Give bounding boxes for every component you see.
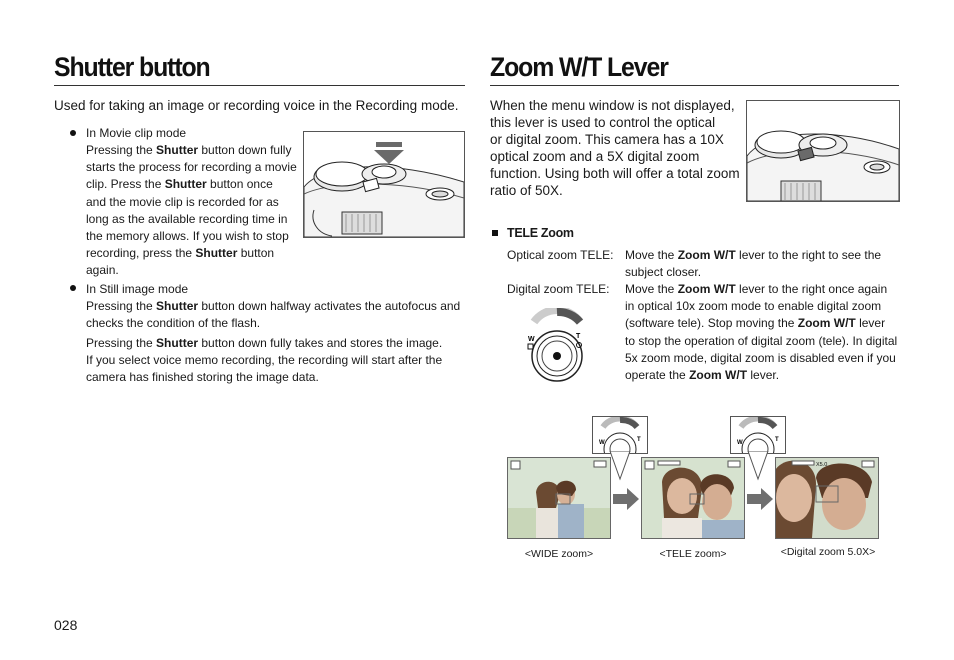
still-bullet	[70, 285, 76, 291]
text-line	[86, 194, 301, 211]
text-segment: button once	[206, 177, 273, 192]
text-line	[86, 211, 301, 228]
text-line	[86, 315, 466, 332]
tele-lever-callout-2	[730, 416, 786, 454]
text-segment: button down fully takes and stores the image.	[198, 336, 443, 350]
text-segment: Move the	[625, 282, 678, 296]
bold-term: Zoom W/T	[797, 316, 856, 331]
text-line	[86, 142, 301, 159]
camera-top-shutter-image	[304, 132, 464, 237]
text-segment: again.	[86, 263, 119, 278]
text-line	[625, 298, 905, 315]
text-segment: lever to the right once again	[735, 282, 888, 296]
camera-top-zoom-image	[747, 101, 899, 201]
text-segment: Pressing the	[86, 299, 157, 313]
bold-term: Shutter	[156, 143, 199, 157]
svg-text:W: W	[737, 440, 743, 446]
text-line	[86, 298, 466, 315]
lever-callout-icon	[731, 417, 785, 453]
text-segment: and the movie clip is recorded for as	[86, 194, 279, 209]
text-segment: in optical 10x zoom mode to enable digital zoom	[625, 299, 882, 314]
text-line	[86, 245, 301, 262]
text-segment: to stop the operation of digital zoom (tele). In digital	[625, 333, 898, 348]
still-heading: In Still image mode	[86, 282, 189, 296]
zoom-intro-line: or digital zoom. This camera has a 10X	[490, 132, 724, 147]
bold-term: Shutter	[164, 177, 207, 192]
tele-lever-callout-1	[592, 416, 648, 454]
tele-bullet	[492, 230, 498, 236]
text-segment: Pressing the	[86, 143, 157, 157]
shutter-illustration	[303, 131, 465, 238]
zoom-lever-dial-icon	[524, 308, 590, 384]
wide-zoom-photo	[507, 457, 611, 539]
zoom-intro	[490, 97, 745, 199]
svg-text:T: T	[775, 437, 779, 443]
text-line	[86, 262, 301, 279]
zoom-illustration	[746, 100, 900, 202]
optical-zoom-label: Optical zoom TELE:	[507, 248, 614, 262]
left-title-rule	[54, 85, 465, 86]
lever-t-label: T	[576, 333, 581, 340]
text-line	[86, 369, 466, 386]
text-line	[86, 352, 466, 369]
text-line	[86, 176, 301, 193]
text-segment: lever.	[747, 368, 780, 383]
lever-callout-icon	[593, 417, 647, 453]
text-segment: the memory allows. If you wish to stop	[86, 229, 289, 244]
zoom-lever-illustration	[524, 308, 590, 384]
zoom-intro-line: this lever is used to control the optical	[490, 115, 716, 130]
still-image-text-2	[86, 335, 466, 387]
bold-term: Shutter	[156, 336, 199, 350]
svg-text:W: W	[599, 440, 605, 446]
shutter-button-title: Shutter button	[54, 52, 210, 82]
text-segment: starts the process for recording a movie	[86, 160, 297, 175]
movie-heading: In Movie clip mode	[86, 126, 187, 140]
bold-term: Shutter	[156, 299, 199, 313]
digital-zoom-text	[625, 281, 905, 384]
tele-zoom-heading: TELE Zoom	[507, 226, 574, 240]
text-line	[625, 247, 905, 264]
bold-term: Zoom W/T	[689, 368, 748, 383]
wide-zoom-image	[508, 458, 610, 538]
zoom-intro-line: ratio of 50X.	[490, 183, 563, 198]
text-segment: long as the available recording time in	[86, 211, 288, 226]
shutter-intro: Used for taking an image or recording voice in the Recording mode.	[54, 98, 459, 113]
text-segment: lever to the right to see the	[735, 248, 882, 262]
caption-tele-zoom: <TELE zoom>	[659, 548, 727, 560]
tele-zoom-photo	[641, 457, 745, 539]
text-line	[86, 335, 466, 352]
optical-zoom-text	[625, 247, 905, 281]
text-line	[625, 367, 905, 384]
text-line	[625, 264, 905, 281]
caption-wide-zoom: <WIDE zoom>	[524, 548, 594, 560]
text-line	[86, 159, 301, 176]
text-line	[86, 228, 301, 245]
zoom-intro-line: function. Using both will offer a total zoom	[490, 166, 740, 181]
text-segment: If you select voice memo recording, the recording will start after the	[86, 353, 443, 368]
still-image-text	[86, 298, 466, 332]
digital-zoom-label: Digital zoom TELE:	[507, 282, 610, 296]
text-segment: checks the condition of the flash.	[86, 316, 261, 331]
text-segment: subject closer.	[625, 265, 702, 280]
text-segment: button down halfway activates the autofocus and	[198, 299, 461, 313]
movie-clip-text	[86, 142, 301, 280]
bold-term: Zoom W/T	[677, 248, 736, 262]
text-segment: 5x zoom mode, digital zoom is disabled even if you	[625, 350, 896, 365]
bold-term: Zoom W/T	[677, 282, 736, 296]
text-segment: operate the	[625, 368, 690, 383]
tele-zoom-image	[642, 458, 744, 538]
bold-term: Shutter	[195, 246, 238, 261]
text-segment: lever	[855, 316, 886, 331]
zoom-intro-line: optical zoom and a 5X digital zoom	[490, 149, 700, 164]
arrow-right-icon	[613, 488, 639, 510]
arrow-right-icon	[747, 488, 773, 510]
page-number: 028	[54, 617, 78, 633]
text-line	[625, 333, 905, 350]
text-segment: recording, press the	[86, 246, 196, 261]
text-line	[625, 281, 905, 298]
text-segment: button	[237, 246, 275, 261]
movie-bullet	[70, 130, 76, 136]
text-segment: (software tele). Stop moving the	[625, 316, 798, 331]
text-line	[625, 315, 905, 332]
digital-zoom-photo	[775, 457, 879, 539]
digital-zoom-image	[776, 458, 878, 538]
text-segment: clip. Press the	[86, 177, 165, 192]
caption-digital-zoom: <Digital zoom 5.0X>	[780, 546, 876, 558]
digital-zoom-readout: X5.0	[816, 462, 828, 468]
zoom-lever-title: Zoom W/T Lever	[490, 52, 668, 82]
text-line	[625, 350, 905, 367]
text-segment: Move the	[625, 248, 678, 262]
lever-w-label: W	[528, 336, 535, 343]
text-segment: camera has finished storing the image data.	[86, 370, 319, 385]
text-segment: Pressing the	[86, 336, 157, 350]
text-segment: button down fully	[198, 143, 292, 157]
right-title-rule	[490, 85, 899, 86]
zoom-intro-line: When the menu window is not displayed,	[490, 98, 735, 113]
svg-text:T: T	[637, 437, 641, 443]
